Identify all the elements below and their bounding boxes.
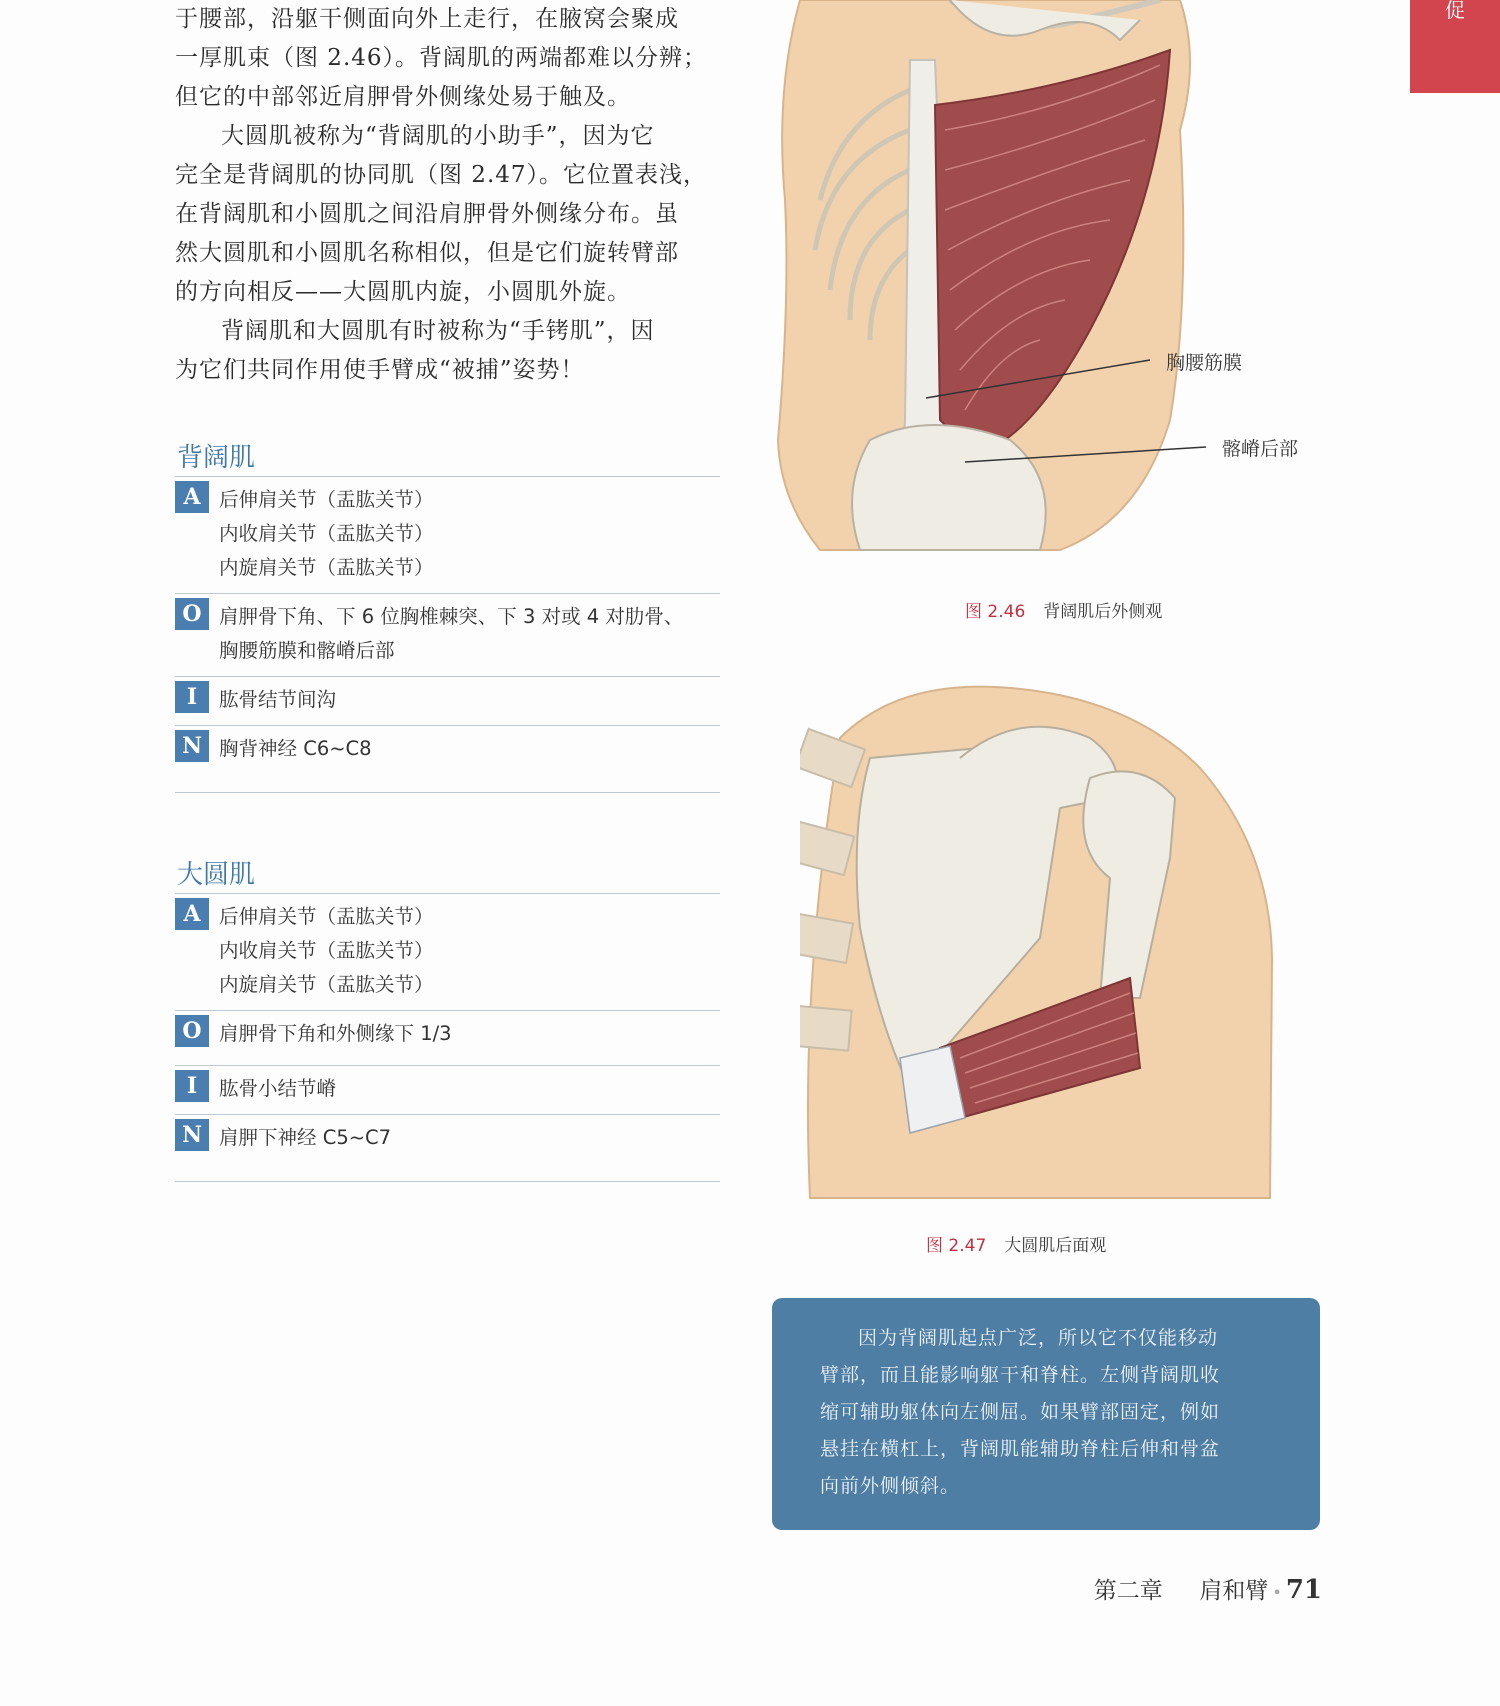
latissimus-illustration bbox=[760, 0, 1320, 560]
latissimus-action-2: 内收肩关节（盂肱关节） bbox=[219, 522, 434, 545]
teres-action-3: 内旋肩关节（盂肱关节） bbox=[219, 973, 434, 996]
caption-text: 背阔肌后外侧观 bbox=[1043, 602, 1163, 622]
latissimus-nerve-row bbox=[175, 726, 720, 774]
paragraph-2-line-5: 的方向相反——大圆肌内旋，小圆肌外旋。 bbox=[175, 279, 631, 305]
action-key: A bbox=[175, 481, 209, 513]
caption-figure-2-47 bbox=[926, 1231, 1106, 1256]
paragraph-1-line-3: 但它的中部邻近肩胛骨外侧缘处易于触及。 bbox=[175, 84, 631, 110]
page-footer bbox=[1092, 1572, 1322, 1605]
latissimus-action-1: 后伸肩关节（盂肱关节） bbox=[219, 488, 434, 511]
paragraph-2-line-1: 大圆肌被称为“背阔肌的小助手”，因为它 bbox=[221, 123, 655, 149]
paragraph-2-line-2: 完全是背阔肌的协同肌（图 2.47）。它位置表浅， bbox=[175, 162, 708, 188]
paragraph-3-line-1: 背阔肌和大圆肌有时被称为“手铐肌”，因 bbox=[221, 318, 655, 344]
nerve-key: N bbox=[175, 730, 209, 762]
latissimus-action-3: 内旋肩关节（盂肱关节） bbox=[219, 556, 434, 579]
latissimus-action-row bbox=[175, 477, 720, 594]
body-text bbox=[175, 0, 723, 390]
origin-key: O bbox=[175, 598, 209, 630]
teres-title: 大圆肌 bbox=[175, 857, 720, 894]
paragraph-1-line-2: 一厚肌束（图 2.46）。背阔肌的两端都难以分辨； bbox=[175, 45, 708, 71]
latissimus-nerve: 胸背神经 C6~C8 bbox=[219, 737, 372, 760]
info-box-line-3: 缩可辅助躯体向左侧屈。如果臂部固定，例如 bbox=[820, 1401, 1221, 1423]
latissimus-title: 背阔肌 bbox=[175, 440, 720, 477]
paragraph-2-line-4: 然大圆肌和小圆肌名称相似，但是它们旋转臂部 bbox=[175, 240, 679, 266]
latissimus-origin-row bbox=[175, 594, 720, 677]
figure-teres-major bbox=[800, 678, 1280, 1203]
figure-latissimus bbox=[760, 0, 1320, 560]
teres-origin: 肩胛骨下角和外侧缘下 1/3 bbox=[219, 1022, 452, 1045]
latissimus-origin-2: 胸腰筋膜和髂嵴后部 bbox=[219, 639, 395, 662]
caption-number: 图 2.46 bbox=[965, 602, 1026, 622]
teres-action-row bbox=[175, 894, 720, 1011]
teres-summary bbox=[175, 857, 720, 1182]
teres-nerve-row bbox=[175, 1115, 720, 1163]
latissimus-insertion-row bbox=[175, 677, 720, 726]
insertion-key: I bbox=[175, 1070, 209, 1102]
teres-illustration bbox=[800, 678, 1280, 1203]
info-box-line-1: 因为背阔肌起点广泛，所以它不仅能移动 bbox=[858, 1327, 1219, 1349]
latissimus-insertion: 肱骨结节间沟 bbox=[219, 688, 337, 711]
footer-dot-icon: • bbox=[1272, 1582, 1282, 1602]
info-box-line-4: 悬挂在横杠上，背阔肌能辅助脊柱后伸和骨盆 bbox=[820, 1438, 1221, 1460]
footer-chapter-title: 肩和臂 bbox=[1199, 1578, 1269, 1604]
caption-figure-2-46 bbox=[965, 597, 1162, 622]
nerve-key: N bbox=[175, 1119, 209, 1151]
teres-insertion: 肱骨小结节嵴 bbox=[219, 1077, 337, 1100]
teres-insertion-row bbox=[175, 1066, 720, 1115]
origin-key: O bbox=[175, 1015, 209, 1047]
footer-chapter: 第二章 bbox=[1093, 1578, 1163, 1604]
teres-nerve: 肩胛下神经 C5~C7 bbox=[219, 1126, 392, 1149]
latissimus-tail-rule bbox=[175, 774, 720, 793]
caption-number: 图 2.47 bbox=[926, 1236, 987, 1256]
chapter-tab bbox=[1410, 0, 1500, 93]
label-thoracolumbar-fascia: 胸腰筋膜 bbox=[1166, 352, 1243, 374]
latissimus-origin-1: 肩胛骨下角、下 6 位胸椎棘突、下 3 对或 4 对肋骨、 bbox=[219, 605, 684, 628]
teres-origin-row bbox=[175, 1011, 720, 1066]
teres-action-1: 后伸肩关节（盂肱关节） bbox=[219, 905, 434, 928]
action-key: A bbox=[175, 898, 209, 930]
caption-text: 大圆肌后面观 bbox=[1004, 1236, 1107, 1256]
info-box bbox=[772, 1298, 1320, 1530]
latissimus-summary bbox=[175, 440, 720, 793]
teres-tail-rule bbox=[175, 1163, 720, 1182]
teres-action-2: 内收肩关节（盂肱关节） bbox=[219, 939, 434, 962]
paragraph-1-line-1: 于腰部，沿躯干侧面向外上走行，在腋窝会聚成 bbox=[175, 6, 679, 32]
paragraph-2-line-3: 在背阔肌和小圆肌之间沿肩胛骨外侧缘分布。虽 bbox=[175, 201, 679, 227]
info-box-line-2: 臂部，而且能影响躯干和脊柱。左侧背阔肌收 bbox=[820, 1364, 1221, 1386]
page-number: 71 bbox=[1285, 1575, 1322, 1605]
paragraph-3-line-2: 为它们共同作用使手臂成“被捕”姿势！ bbox=[175, 357, 585, 383]
chapter-tab-label: 促 bbox=[1445, 0, 1465, 22]
info-box-line-5: 向前外侧倾斜。 bbox=[820, 1475, 961, 1497]
insertion-key: I bbox=[175, 681, 209, 713]
label-iliac-crest: 髂嵴后部 bbox=[1222, 438, 1299, 460]
